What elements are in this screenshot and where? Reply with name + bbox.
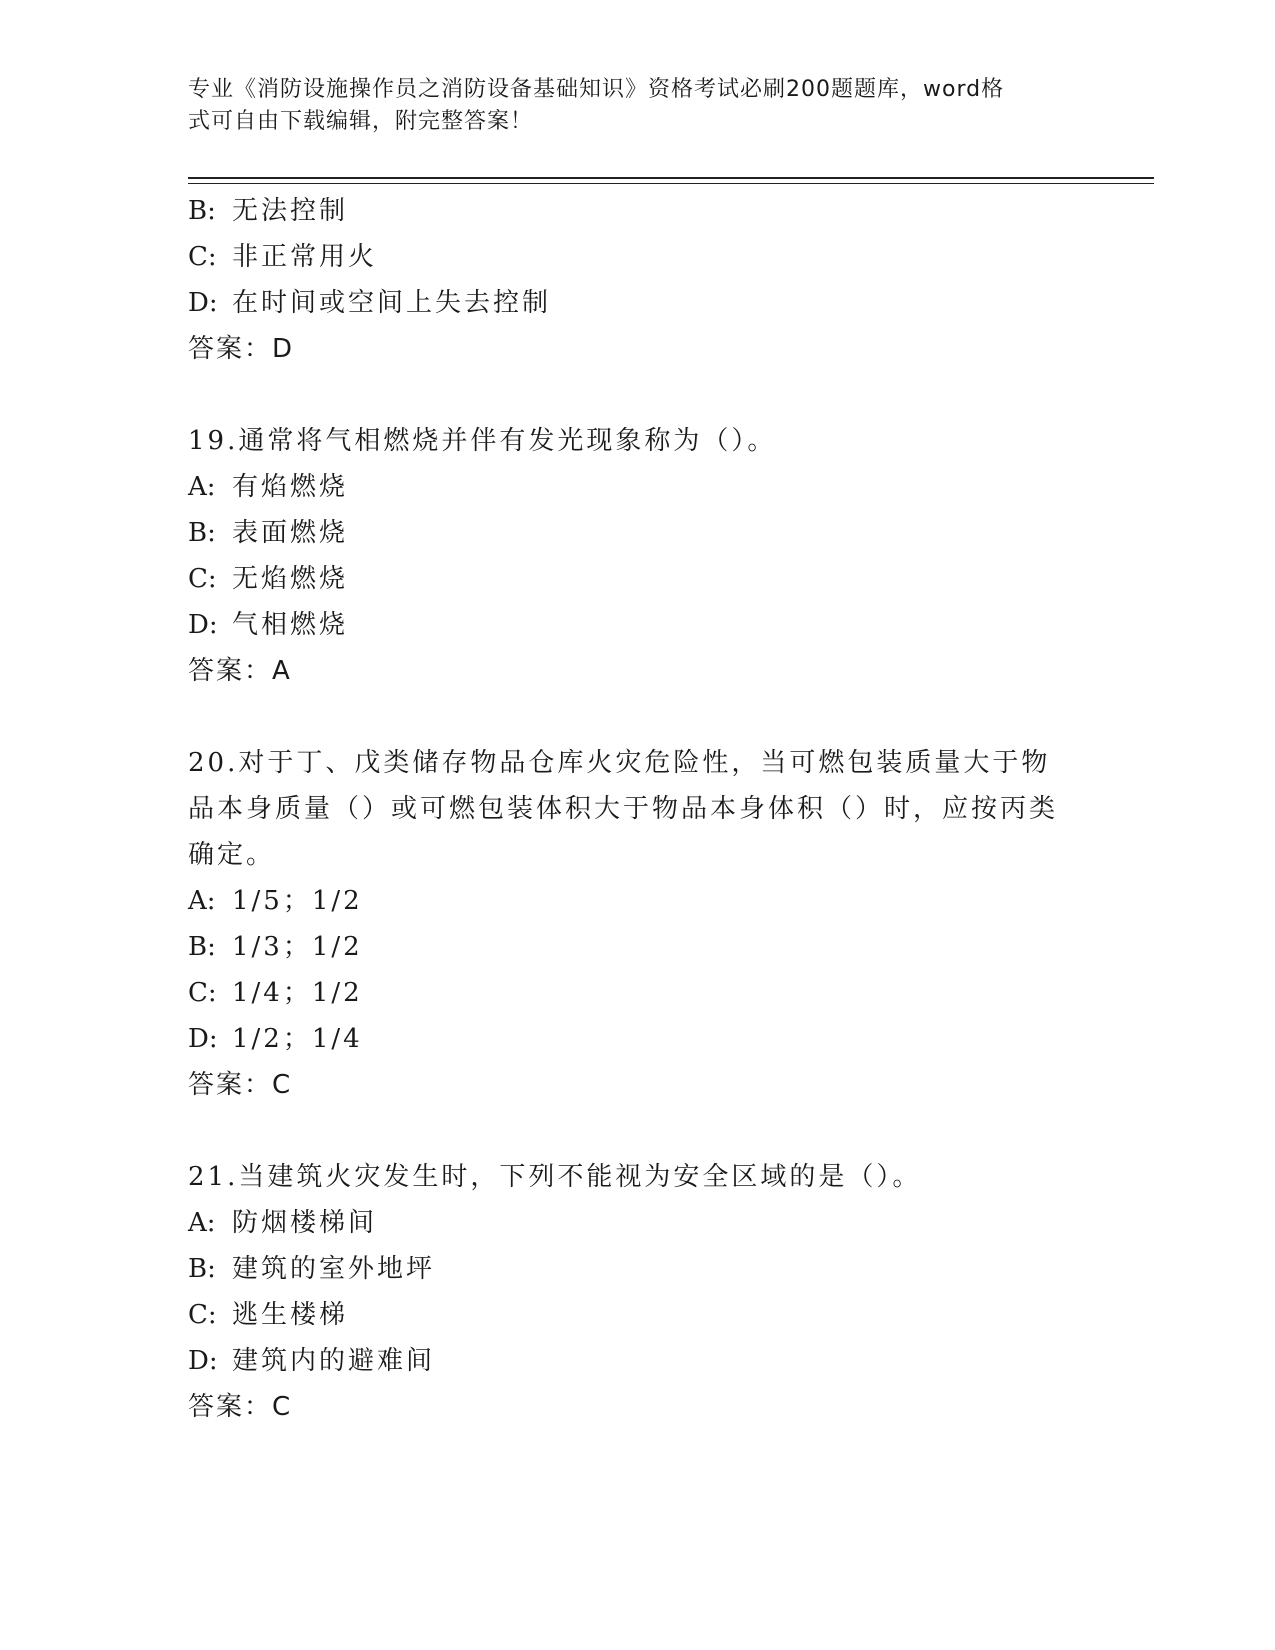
option-text: 无焰燃烧 [232,564,349,594]
option-a [188,464,1088,510]
option-a [188,878,1088,924]
header-divider-thick [188,177,1154,179]
option-label: C: [188,564,217,594]
question-stem: 19.通常将气相燃烧并伴有发光现象称为（）。 [188,426,777,456]
option-d [188,602,1088,648]
option-c [188,556,1088,602]
document-header [188,74,1068,138]
spacer [188,694,1088,740]
answer-line: 答案：C [188,1070,293,1100]
option-text: 表面燃烧 [232,518,349,548]
option-label: B: [188,1254,216,1284]
option-d [188,280,1088,326]
header-line-2: 式可自由下载编辑，附完整答案！ [188,109,534,134]
option-label: A: [188,472,216,502]
header-divider-thin [188,183,1154,184]
option-label: C: [188,978,217,1008]
option-text: 1/4；1/2 [232,978,363,1008]
option-a [188,1200,1088,1246]
option-text: 1/5；1/2 [232,886,363,916]
header-line-1: 专业《消防设施操作员之消防设备基础知识》资格考试必刷200题题库，word格 [188,77,1005,102]
option-b [188,510,1088,556]
option-b [188,188,1088,234]
answer-line: 答案：C [188,1392,293,1422]
option-label: D: [188,288,218,318]
option-label: A: [188,886,216,916]
option-label: C: [188,1300,217,1330]
answer-line: 答案：A [188,656,292,686]
option-text: 1/3；1/2 [232,932,363,962]
option-b [188,924,1088,970]
option-text: 无法控制 [232,196,349,226]
option-text: 1/2；1/4 [232,1024,363,1054]
option-label: B: [188,518,216,548]
question-20 [188,740,1088,1108]
option-label: B: [188,932,216,962]
option-text: 防烟楼梯间 [232,1208,378,1238]
option-label: D: [188,1346,218,1376]
option-text: 有焰燃烧 [232,472,349,502]
answer-line: 答案：D [188,334,295,364]
question-21 [188,1154,1088,1430]
option-text: 建筑内的避难间 [232,1346,436,1376]
option-label: D: [188,610,218,640]
option-label: D: [188,1024,218,1054]
spacer [188,1108,1088,1154]
previous-question-tail [188,188,1088,372]
option-label: A: [188,1208,216,1238]
question-19 [188,418,1088,694]
question-list [188,188,1088,1430]
option-text: 建筑的室外地坪 [232,1254,436,1284]
option-text: 在时间或空间上失去控制 [232,288,552,318]
option-c [188,970,1088,1016]
option-text: 非正常用火 [232,242,378,272]
spacer [188,372,1088,418]
question-stem: 21.当建筑火灾发生时，下列不能视为安全区域的是（）。 [188,1162,922,1192]
option-d [188,1016,1088,1062]
option-b [188,1246,1088,1292]
option-c [188,1292,1088,1338]
option-text: 气相燃烧 [232,610,349,640]
option-c [188,234,1088,280]
option-label: B: [188,196,216,226]
option-label: C: [188,242,217,272]
option-text: 逃生楼梯 [232,1300,349,1330]
question-stem: 20.对于丁、戊类储存物品仓库火灾危险性，当可燃包装质量大于物品本身质量（）或可燃包装体积大于物品本身体积（）时，应按丙类确定。 [188,748,1059,870]
option-d [188,1338,1088,1384]
